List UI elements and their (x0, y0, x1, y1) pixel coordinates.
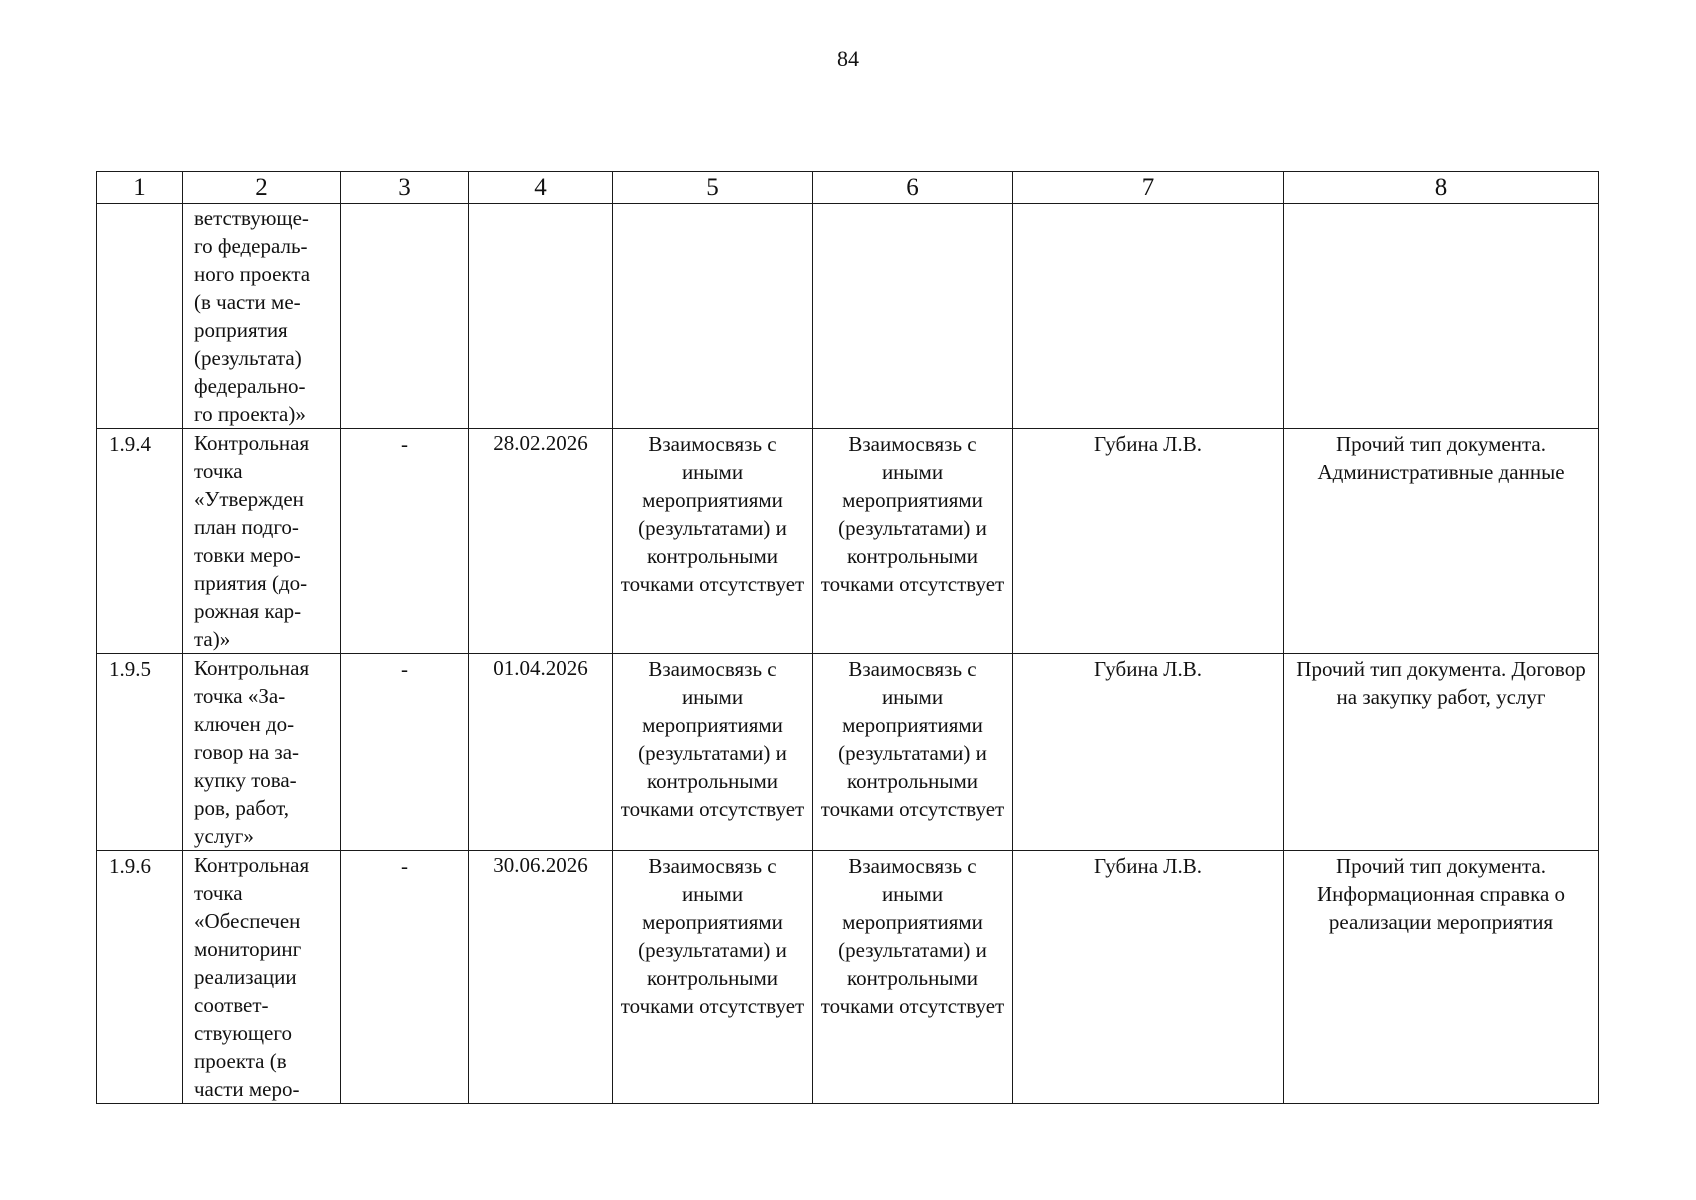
col3-cell (341, 429, 469, 654)
responsible-cell (1013, 429, 1284, 654)
date-cell (469, 851, 613, 1104)
page-number: 84 (837, 46, 859, 71)
link1-cell (613, 429, 813, 654)
column-header: 4 (469, 172, 613, 204)
link2-cell (813, 204, 1013, 429)
link1-cell (613, 851, 813, 1104)
document-cell (1284, 204, 1599, 429)
name-line: товки меро- (194, 543, 301, 567)
column-header: 3 (341, 172, 469, 204)
name-line: Контрольная (194, 431, 310, 455)
row-number-cell (97, 654, 183, 851)
responsible-cell (1013, 204, 1284, 429)
column-header: 7 (1013, 172, 1284, 204)
name-line: части меро- (194, 1077, 300, 1101)
name-line: (в части ме- (194, 290, 301, 314)
name-line: ров, работ, (194, 796, 289, 820)
col3-cell (341, 851, 469, 1104)
name-line: точка (194, 459, 243, 483)
column-header: 2 (183, 172, 341, 204)
header-row (97, 172, 1599, 204)
col3-cell (341, 204, 469, 429)
date-cell (469, 654, 613, 851)
link1-text: Взаимосвязь с иными мероприятиями (результатами) и контрольными точками отсутствует (620, 657, 805, 821)
name-line: ключен до- (194, 712, 295, 736)
link2-text: Взаимосвязь с иными мероприятиями (результатами) и контрольными точками отсутствует (820, 854, 1005, 1018)
row-name (183, 654, 340, 850)
date-cell (469, 429, 613, 654)
row-name (183, 429, 340, 653)
name-line: соответ- (194, 993, 269, 1017)
row-name (183, 851, 340, 1103)
row-name-cell (183, 851, 341, 1104)
responsible-name: Губина Л.В. (1093, 657, 1203, 681)
row-number-cell (97, 429, 183, 654)
date-value: 28.02.2026 (493, 431, 588, 455)
name-line: рожная кар- (194, 599, 302, 623)
table-row (97, 654, 1599, 851)
column-header: 8 (1284, 172, 1599, 204)
document-type: Прочий тип документа. Договор на закупку работ, услуг (1296, 657, 1586, 709)
name-line: услуг» (194, 824, 254, 848)
responsible-name (1013, 204, 1283, 205)
table-row (97, 204, 1599, 429)
row-number-cell (97, 851, 183, 1104)
name-line: план подго- (194, 515, 299, 539)
link1-text: Взаимосвязь с иными мероприятиями (результатами) и контрольными точками отсутствует (620, 854, 805, 1018)
date-cell (469, 204, 613, 429)
link1-cell (613, 204, 813, 429)
name-line: го проекта)» (194, 402, 306, 426)
row-name-cell (183, 204, 341, 429)
row-name (183, 204, 340, 428)
responsible-name: Губина Л.В. (1093, 432, 1203, 456)
name-line: ствующего (194, 1021, 292, 1045)
name-line: Контрольная (194, 853, 310, 877)
row-number: 1.9.6 (109, 854, 151, 878)
name-line: точка «За- (194, 684, 286, 708)
name-line: мониторинг (194, 937, 302, 961)
name-line: та)» (194, 627, 231, 651)
name-line: купку това- (194, 768, 297, 792)
document-type (1284, 204, 1598, 205)
name-line: проекта (в (194, 1049, 287, 1073)
column-header: 5 (613, 172, 813, 204)
name-line: (результата) (194, 346, 302, 370)
col3-cell (341, 654, 469, 851)
row-number: 1.9.4 (109, 432, 151, 456)
document-cell (1284, 429, 1599, 654)
row-name-cell (183, 429, 341, 654)
table-row (97, 851, 1599, 1104)
responsible-cell (1013, 851, 1284, 1104)
name-line: говор на за- (194, 740, 300, 764)
name-line: федерально- (194, 374, 306, 398)
name-line: «Утвержден (194, 487, 304, 511)
row-name-cell (183, 654, 341, 851)
link2-cell (813, 851, 1013, 1104)
col3-value: - (401, 854, 408, 878)
plan-table (96, 171, 1599, 1104)
document-type: Прочий тип документа. Информационная справка о реализации мероприятия (1316, 854, 1566, 934)
name-line: Контрольная (194, 656, 310, 680)
date-value: 30.06.2026 (493, 853, 588, 877)
column-header: 1 (97, 172, 183, 204)
col3-value: - (401, 657, 408, 681)
document-type: Прочий тип документа. Административные данные (1317, 432, 1565, 484)
link2-cell (813, 429, 1013, 654)
name-line: реализации (194, 965, 297, 989)
link2-text (813, 204, 1012, 205)
row-number (97, 204, 182, 205)
link2-text: Взаимосвязь с иными мероприятиями (результатами) и контрольными точками отсутствует (820, 657, 1005, 821)
col3-value (341, 204, 468, 205)
name-line: ветствующе- (194, 206, 309, 230)
link2-text: Взаимосвязь с иными мероприятиями (результатами) и контрольными точками отсутствует (820, 432, 1005, 596)
link2-cell (813, 654, 1013, 851)
link1-text (613, 204, 812, 205)
table-row (97, 429, 1599, 654)
name-line: ного проекта (194, 262, 311, 286)
link1-text: Взаимосвязь с иными мероприятиями (результатами) и контрольными точками отсутствует (620, 432, 805, 596)
column-header: 6 (813, 172, 1013, 204)
name-line: «Обеспечен (194, 909, 301, 933)
name-line: роприятия (194, 318, 288, 342)
col3-value: - (401, 432, 408, 456)
document-cell (1284, 851, 1599, 1104)
date-value: 01.04.2026 (493, 656, 588, 680)
row-number-cell (97, 204, 183, 429)
link1-cell (613, 654, 813, 851)
document-cell (1284, 654, 1599, 851)
name-line: точка (194, 881, 243, 905)
name-line: го федераль- (194, 234, 308, 258)
name-line: приятия (до- (194, 571, 308, 595)
row-number: 1.9.5 (109, 657, 151, 681)
responsible-cell (1013, 654, 1284, 851)
responsible-name: Губина Л.В. (1093, 854, 1203, 878)
